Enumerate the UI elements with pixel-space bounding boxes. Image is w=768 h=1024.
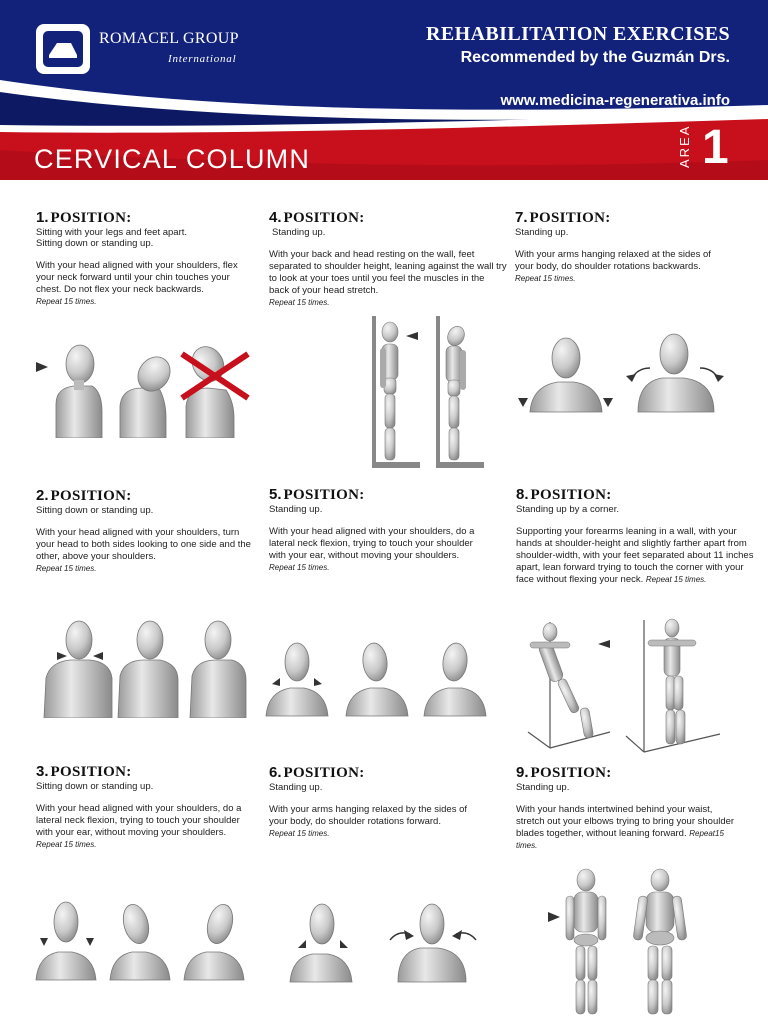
exercise-instructions: With your hands intertwined behind your waist, stretch out your elbows trying to bring your shoulder blades together, without leaning forward.	[516, 804, 735, 839]
corner-wall-left	[528, 622, 610, 748]
exercise-label: POSITION:	[283, 210, 365, 226]
exercise-heading	[515, 209, 750, 227]
exercise-number: 8.	[516, 486, 529, 503]
exercise-6	[269, 764, 499, 840]
exercise-3	[36, 763, 286, 851]
exercise-repeat: Repeat 15 times.	[269, 829, 330, 838]
exercise-repeat: Repeat 15 times.	[645, 575, 707, 584]
exercise-1-illustration	[30, 332, 260, 438]
arrow-head-icon	[714, 374, 724, 382]
exercise-label: POSITION:	[530, 487, 612, 503]
exercise-description	[36, 260, 248, 308]
arrow-head-icon	[626, 374, 636, 382]
exercise-intro: Sitting with your legs and feet apart. Sitting down or standing up.	[36, 227, 188, 249]
exercise-intro: Standing up by a corner.	[516, 504, 619, 515]
exercise-number: 9.	[516, 764, 529, 781]
exercise-9-illustration	[540, 866, 720, 1018]
exercise-heading	[36, 487, 286, 505]
exercise-label: POSITION:	[530, 765, 612, 781]
exercise-heading	[269, 764, 499, 782]
wall-stand-figure-2	[436, 316, 484, 468]
mannequin-head-upright	[56, 345, 102, 438]
exercise-number: 5.	[269, 486, 282, 503]
right-arrow-icon	[57, 652, 67, 660]
exercise-4	[269, 209, 509, 309]
exercise-2	[36, 487, 286, 575]
exercise-description	[515, 249, 730, 285]
mannequin-leaning-side	[530, 623, 594, 738]
mannequin-front-view	[633, 869, 687, 1014]
exercise-intro: Sitting down or standing up.	[36, 505, 154, 516]
exercise-intro: Standing up.	[516, 782, 570, 793]
exercise-number: 1.	[36, 209, 49, 226]
exercise-intro: Standing up.	[272, 227, 326, 238]
exercise-label: POSITION:	[283, 765, 365, 781]
exercise-label: POSITION:	[529, 210, 611, 226]
exercise-label: POSITION:	[50, 210, 132, 226]
exercise-heading	[516, 764, 756, 782]
exercise-intro: Standing up.	[515, 227, 569, 238]
exercise-7	[515, 209, 750, 285]
exercise-label: POSITION:	[50, 764, 132, 780]
left-arrow-icon	[93, 652, 103, 660]
pointer-arrow-icon	[36, 362, 48, 372]
company-logo	[36, 24, 90, 74]
wall-stand-figure-1	[372, 316, 420, 468]
exercise-9	[516, 764, 756, 852]
section-title: CERVICAL COLUMN	[34, 144, 311, 174]
mannequin-back-view	[566, 869, 606, 1014]
mannequin-head-turned-right	[190, 621, 246, 718]
exercise-description	[516, 804, 741, 852]
exercise-5-illustration	[262, 640, 492, 720]
exercise-number: 4.	[269, 209, 282, 226]
exercise-instructions: With your head aligned with your shoulders, do a lateral neck flexion, trying to touch your shoulder with your ear, without moving your shoulders.	[269, 526, 475, 561]
mannequin-head-turned-left	[118, 621, 178, 718]
area-label: AREA	[677, 124, 692, 168]
exercise-6-illustration	[286, 900, 496, 984]
exercise-instructions: With your head aligned with your shoulders, flex your neck forward until your chin touches your chest. Do not flex your neck backwards.	[36, 260, 238, 295]
exercise-number: 7.	[515, 209, 528, 226]
exercise-description	[36, 803, 251, 851]
up-arrow-icon	[340, 940, 348, 948]
exercise-instructions: With your head aligned with your shoulders, turn your head to both sides looking to one side and the other, above your shoulders.	[36, 527, 251, 562]
exercise-repeat: Repeat15 times.	[516, 829, 724, 850]
mannequin-head-flexed	[120, 351, 177, 438]
mannequin-shoulders-raised	[638, 334, 714, 412]
exercise-heading	[269, 209, 509, 227]
exercise-repeat: Repeat 15 times.	[36, 564, 97, 573]
exercise-description	[36, 527, 256, 575]
company-subtitle: International	[168, 53, 237, 65]
exercise-repeat: Repeat 15 times.	[269, 563, 330, 572]
exercise-instructions: With your arms hanging relaxed by the sides of your body, do shoulder rotations forward.	[269, 804, 468, 827]
mannequin-shoulders-front	[530, 338, 602, 412]
exercise-description	[269, 249, 507, 309]
exercise-description	[269, 526, 484, 574]
down-arrow-icon	[86, 938, 94, 946]
page-subtitle: Recommended by the Guzmán Drs.	[460, 49, 730, 66]
exercise-intro: Sitting down or standing up.	[36, 781, 154, 792]
logo-emblem-icon	[43, 31, 83, 67]
arrow-head-icon	[452, 930, 462, 940]
mannequin-head-tilt-right	[424, 642, 486, 716]
website-url: www.medicina-regenerativa.info	[500, 92, 730, 109]
up-arrow-icon	[272, 678, 280, 686]
company-name: ROMACEL GROUP	[99, 30, 239, 47]
mannequin-head-center	[266, 643, 328, 716]
down-arrow-icon	[603, 398, 613, 407]
exercise-heading	[36, 209, 286, 227]
exercise-intro: Standing up.	[269, 504, 323, 515]
exercise-repeat: Repeat 15 times.	[36, 840, 97, 849]
page-header	[0, 0, 768, 180]
down-arrow-icon	[40, 938, 48, 946]
exercise-instructions: With your arms hanging relaxed at the sides of your body, do shoulder rotations backwards.	[515, 249, 711, 272]
area-number: 1	[702, 121, 729, 174]
exercise-3-illustration	[32, 898, 252, 982]
left-arrow-icon	[598, 640, 610, 648]
mannequin-torso-front	[44, 621, 112, 718]
exercise-7-illustration	[514, 332, 734, 414]
exercise-repeat: Repeat 15 times.	[515, 274, 576, 283]
page-title: REHABILITATION EXERCISES	[426, 23, 730, 45]
mannequin-head-tilt-left	[346, 642, 408, 716]
exercise-8	[516, 486, 756, 586]
mannequin-head-tilt-left	[110, 902, 170, 980]
exercise-number: 3.	[36, 763, 49, 780]
exercise-4-illustration	[366, 314, 506, 470]
exercise-8-illustration	[520, 612, 756, 754]
pointer-arrow-icon	[548, 912, 560, 922]
mannequin-shoulders-raised	[398, 904, 466, 982]
pointer-arrow-icon	[406, 332, 418, 340]
mannequin-head-tilt-right	[184, 902, 244, 980]
exercise-description	[269, 804, 474, 840]
exercise-instructions: With your head aligned with your shoulders, do a lateral neck flexion, trying to touch your shoulder with your ear, without moving your shoulders.	[36, 803, 242, 838]
down-arrow-icon	[518, 398, 528, 407]
exercise-number: 6.	[269, 764, 282, 781]
up-arrow-icon	[298, 940, 306, 948]
mannequin-corner-front	[648, 619, 696, 744]
exercise-heading	[36, 763, 286, 781]
exercise-intro: Standing up.	[269, 782, 323, 793]
exercise-2-illustration	[40, 618, 250, 718]
exercise-instructions: Supporting your forearms leaning in a wall, with your hands at shoulder-height and slightly farther apart from shoulder-width, with your feet separated about 11 inches apart, lean forward trying to touch the corner with your face without flexing your neck.	[516, 526, 754, 585]
exercise-repeat: Repeat 15 times.	[36, 297, 97, 306]
exercise-label: POSITION:	[283, 487, 365, 503]
exercise-instructions: With your back and head resting on the wall, feet separated to shoulder height, leaning against the wall try to look at your toes until you feel the muscles in the back of your head stretch.	[269, 249, 507, 296]
exercise-label: POSITION:	[50, 488, 132, 504]
exercise-5	[269, 486, 499, 574]
exercise-number: 2.	[36, 487, 49, 504]
exercise-description	[516, 526, 754, 586]
exercise-1	[36, 209, 286, 308]
exercise-heading	[269, 486, 499, 504]
up-arrow-icon	[314, 678, 322, 686]
arrow-head-icon	[404, 930, 414, 940]
exercise-heading	[516, 486, 756, 504]
exercise-repeat: Repeat 15 times.	[269, 298, 330, 307]
